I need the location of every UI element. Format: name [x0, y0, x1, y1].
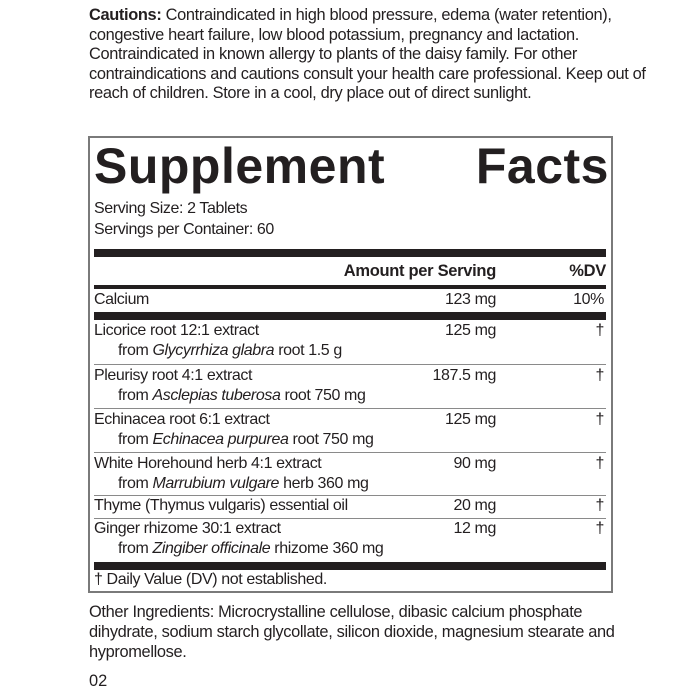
rule-thick [94, 249, 606, 257]
ingredient-source: from Marrubium vulgare herb 360 mg [118, 475, 369, 492]
ingredient-source: from Asclepias tuberosa root 750 mg [118, 387, 366, 404]
ingredient-source: from Echinacea purpurea root 750 mg [118, 431, 374, 448]
servings-per-container: Servings per Container: 60 [94, 221, 274, 238]
ingredient-amount: 125 mg [445, 411, 496, 428]
ingredient-dv: † [595, 322, 604, 339]
rule-thick [94, 562, 606, 570]
serving-size: Serving Size: 2 Tablets [94, 200, 248, 217]
header-amount: Amount per Serving [343, 262, 496, 280]
ingredient-dv: † [595, 497, 604, 514]
ingredient-name: Pleurisy root 4:1 extract [94, 367, 253, 384]
ingredient-source: from Zingiber officinale rhizome 360 mg [118, 540, 384, 557]
rule-thick [94, 312, 606, 320]
rule-medium [94, 285, 606, 289]
ingredient-dv: † [595, 455, 604, 472]
cautions-paragraph [89, 6, 649, 104]
ingredient-dv: † [595, 367, 604, 384]
title-facts: Facts [475, 138, 609, 194]
supplement-facts-panel [88, 136, 613, 593]
nutrient-name: Calcium [94, 291, 149, 308]
ingredient-name: Ginger rhizome 30:1 extract [94, 520, 281, 537]
panel-title [94, 140, 609, 192]
nutrient-dv: 10% [573, 291, 604, 308]
column-header-row [94, 262, 606, 284]
nutrient-amount: 123 mg [445, 291, 496, 308]
ingredient-amount: 187.5 mg [432, 367, 496, 384]
cautions-label: Cautions: [89, 6, 162, 24]
ingredient-name: Licorice root 12:1 extract [94, 322, 259, 339]
ingredient-amount: 20 mg [453, 497, 496, 514]
ingredient-dv: † [595, 520, 604, 537]
ingredient-name: White Horehound herb 4:1 extract [94, 455, 322, 472]
header-dv: %DV [569, 262, 606, 280]
ingredient-dv: † [595, 411, 604, 428]
dv-footnote: † Daily Value (DV) not established. [94, 571, 327, 588]
label-code: 02 [89, 672, 108, 690]
ingredient-amount: 90 mg [453, 455, 496, 472]
other-ingredients: Other Ingredients: Microcrystalline cellulose, dibasic calcium phosphate dihydrate, sodium starch glycollate, silicon dioxide, magnesium stearate and hypromellose. [89, 603, 615, 661]
rule-thin [94, 408, 606, 409]
title-supplement: Supplement [94, 138, 386, 194]
ingredient-name: Thyme (Thymus vulgaris) essential oil [94, 497, 348, 514]
ingredient-amount: 12 mg [453, 520, 496, 537]
ingredient-source: from Glycyrrhiza glabra root 1.5 g [118, 342, 342, 359]
rule-thin [94, 364, 606, 365]
rule-thin [94, 452, 606, 453]
ingredient-amount: 125 mg [445, 322, 496, 339]
ingredient-name: Echinacea root 6:1 extract [94, 411, 270, 428]
cautions-text: Contraindicated in high blood pressure, edema (water retention), congestive heart failure, low blood potassium, pregnancy and lactation. Contraindicated in known allergy to plants of the daisy family. For other contraindications and cautions consult your health care professional. Keep out of reach of children. Store in a cool, dry place out of direct sunlight. [89, 6, 646, 103]
